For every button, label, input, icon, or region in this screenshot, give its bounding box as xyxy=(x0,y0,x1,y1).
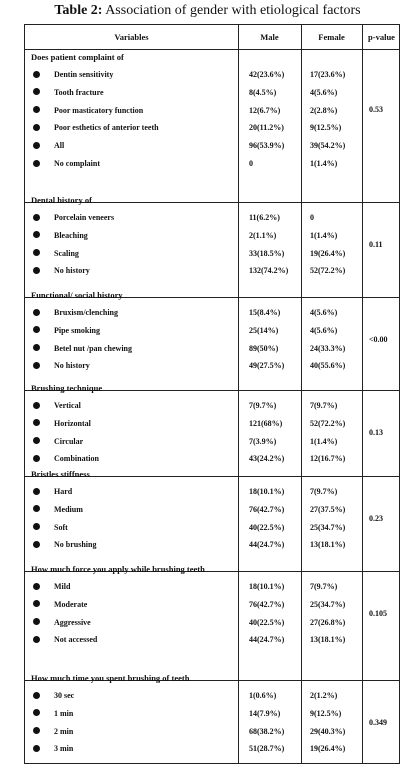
female-value: 0 xyxy=(310,213,314,222)
female-value: 9(12.5%) xyxy=(310,708,342,718)
male-value: 2(1.1%) xyxy=(249,230,277,240)
table-row xyxy=(25,361,399,378)
female-value: 13(18.1%) xyxy=(310,635,346,645)
female-value: 17(23.6%) xyxy=(310,70,346,79)
bullet-icon xyxy=(33,419,40,426)
male-value: 51(28.7%) xyxy=(249,744,285,754)
male-value: 44(24.7%) xyxy=(249,540,285,550)
table-row xyxy=(25,618,399,635)
row-variable xyxy=(33,159,100,168)
bullet-icon xyxy=(33,88,40,95)
bullet-icon xyxy=(33,231,40,238)
bullet-icon xyxy=(33,362,40,369)
row-label: Circular xyxy=(54,436,84,446)
section-title: Does patient complaint of xyxy=(31,52,124,62)
table-row xyxy=(25,344,399,361)
male-value: 18(10.1%) xyxy=(249,582,285,591)
row-label: No history xyxy=(54,361,90,371)
male-value: 121(68%) xyxy=(249,418,283,428)
bullet-icon xyxy=(33,541,40,548)
header-rule xyxy=(25,49,399,50)
row-variable xyxy=(33,454,99,463)
female-value: 7(9.7%) xyxy=(310,582,338,591)
table-row xyxy=(25,419,399,436)
female-value: 4(5.6%) xyxy=(310,87,338,97)
female-value: 7(9.7%) xyxy=(310,487,338,496)
table-row xyxy=(25,401,399,418)
row-label: Horizontal xyxy=(54,418,91,428)
row-label: Tooth fracture xyxy=(54,87,104,97)
male-value: 42(23.6%) xyxy=(249,70,285,79)
table-row xyxy=(25,123,399,140)
male-value: 0 xyxy=(249,159,253,168)
male-value: 7(9.7%) xyxy=(249,401,277,410)
p-value: 0.13 xyxy=(369,427,383,437)
table-row xyxy=(25,326,399,343)
row-label: Soft xyxy=(54,522,68,532)
female-value: 12(16.7%) xyxy=(310,454,346,464)
section-title: How much force you apply while brushing teeth xyxy=(31,564,205,574)
header-male: Male xyxy=(260,32,279,42)
row-variable xyxy=(33,600,87,609)
female-value: 52(72.2%) xyxy=(310,418,346,428)
row-variable xyxy=(33,419,91,428)
bullet-icon xyxy=(33,636,40,643)
female-value: 4(5.6%) xyxy=(310,308,338,317)
bullet-icon xyxy=(33,455,40,462)
female-value: 7(9.7%) xyxy=(310,401,338,410)
bullet-icon xyxy=(33,505,40,512)
table-row xyxy=(25,266,399,283)
row-variable xyxy=(33,106,143,115)
table-row xyxy=(25,141,399,158)
row-variable xyxy=(33,523,68,532)
table-row xyxy=(25,540,399,557)
row-variable xyxy=(33,709,73,718)
male-value: 40(22.5%) xyxy=(249,617,285,627)
row-variable xyxy=(33,487,72,496)
table-row xyxy=(25,691,399,708)
female-value: 19(26.4%) xyxy=(310,744,346,754)
bullet-icon xyxy=(33,600,40,607)
p-value: 0.105 xyxy=(369,608,387,618)
female-value: 27(26.8%) xyxy=(310,617,346,627)
bullet-icon xyxy=(33,692,40,699)
row-variable xyxy=(33,141,64,150)
row-label: 2 min xyxy=(54,726,74,736)
bullet-icon xyxy=(33,583,40,590)
bullet-icon xyxy=(33,745,40,752)
row-label: Moderate xyxy=(54,599,88,609)
row-variable xyxy=(33,361,90,370)
table-row xyxy=(25,308,399,325)
bullet-icon xyxy=(33,727,40,734)
bullet-icon xyxy=(33,214,40,221)
row-label: Medium xyxy=(54,504,83,514)
header-pvalue: p-value xyxy=(368,32,395,42)
section-title: Bristles stiffness xyxy=(31,469,90,479)
table-row xyxy=(25,88,399,105)
bullet-icon xyxy=(33,106,40,113)
male-value: 18(10.1%) xyxy=(249,487,285,496)
header-variables: Variables xyxy=(114,32,149,42)
table-row xyxy=(25,635,399,652)
header-female: Female xyxy=(318,32,345,42)
male-value: 12(6.7%) xyxy=(249,105,281,115)
female-value: 1(1.4%) xyxy=(310,230,338,240)
bullet-icon xyxy=(33,309,40,316)
female-value: 13(18.1%) xyxy=(310,540,346,550)
male-value: 43(24.2%) xyxy=(249,454,285,464)
row-variable xyxy=(33,326,100,335)
row-label: Combination xyxy=(54,454,99,464)
row-variable xyxy=(33,437,83,446)
female-value: 39(54.2%) xyxy=(310,141,346,151)
row-label: Bleaching xyxy=(54,230,88,240)
female-value: 27(37.5%) xyxy=(310,504,346,514)
table-row xyxy=(25,249,399,266)
row-label: Hard xyxy=(54,487,73,496)
table-row xyxy=(25,582,399,599)
row-variable xyxy=(33,727,73,736)
row-variable xyxy=(33,249,79,258)
row-variable xyxy=(33,635,97,644)
male-value: 40(22.5%) xyxy=(249,522,285,532)
table-row xyxy=(25,70,399,87)
row-variable xyxy=(33,582,70,591)
row-label: Porcelain veneers xyxy=(54,213,115,222)
bullet-icon xyxy=(33,160,40,167)
row-label: 30 sec xyxy=(54,691,75,700)
row-variable xyxy=(33,618,91,627)
table-row xyxy=(25,600,399,617)
table-row xyxy=(25,106,399,123)
male-value: 33(18.5%) xyxy=(249,248,285,258)
row-label: All xyxy=(54,141,65,151)
male-value: 20(11.2%) xyxy=(249,123,284,133)
row-label: Not accessed xyxy=(54,635,98,645)
female-value: 24(33.3%) xyxy=(310,343,346,353)
male-value: 1(0.6%) xyxy=(249,691,277,700)
male-value: 68(38.2%) xyxy=(249,726,285,736)
table-row xyxy=(25,744,399,761)
female-value: 19(26.4%) xyxy=(310,248,346,258)
female-value: 25(34.7%) xyxy=(310,522,346,532)
section-title: Functional/ social history xyxy=(31,290,123,300)
section-title: Brushing technique xyxy=(31,383,103,393)
row-label: Scaling xyxy=(54,248,79,258)
p-value: 0.23 xyxy=(369,513,383,523)
row-variable xyxy=(33,505,83,514)
row-label: 3 min xyxy=(54,744,74,754)
female-value: 40(55.6%) xyxy=(310,361,346,371)
table-row xyxy=(25,437,399,454)
section-title: Dental history of xyxy=(31,195,92,205)
row-variable xyxy=(33,691,74,700)
bullet-icon xyxy=(33,71,40,78)
female-value: 2(1.2%) xyxy=(310,691,338,700)
row-variable xyxy=(33,540,96,549)
row-variable xyxy=(33,213,114,222)
female-value: 1(1.4%) xyxy=(310,159,338,168)
p-value: 0.349 xyxy=(369,717,387,727)
row-label: Vertical xyxy=(54,401,81,410)
row-variable xyxy=(33,744,73,753)
row-label: Poor esthetics of anterior teeth xyxy=(54,123,159,133)
row-variable xyxy=(33,308,118,317)
row-label: Poor masticatory function xyxy=(54,105,144,115)
bullet-icon xyxy=(33,142,40,149)
male-value: 76(42.7%) xyxy=(249,504,285,514)
table-row xyxy=(25,709,399,726)
bullet-icon xyxy=(33,344,40,351)
table-row xyxy=(25,727,399,744)
bullet-icon xyxy=(33,437,40,444)
male-value: 7(3.9%) xyxy=(249,436,277,446)
bullet-icon xyxy=(33,488,40,495)
male-value: 96(53.9%) xyxy=(249,141,285,151)
male-value: 49(27.5%) xyxy=(249,361,285,371)
row-label: Aggressive xyxy=(54,617,91,627)
table-row xyxy=(25,505,399,522)
bullet-icon xyxy=(33,523,40,530)
male-value: 132(74.2%) xyxy=(249,266,289,276)
row-variable xyxy=(33,401,81,410)
male-value: 14(7.9%) xyxy=(249,708,281,718)
female-value: 1(1.4%) xyxy=(310,436,338,446)
row-variable xyxy=(33,344,132,353)
female-value: 4(5.6%) xyxy=(310,325,338,335)
bullet-icon xyxy=(33,402,40,409)
bullet-icon xyxy=(33,326,40,333)
table-row xyxy=(25,213,399,230)
bullet-icon xyxy=(33,124,40,131)
male-value: 76(42.7%) xyxy=(249,599,285,609)
bullet-icon xyxy=(33,249,40,256)
male-value: 11(6.2%) xyxy=(249,213,280,222)
male-value: 89(50%) xyxy=(249,343,279,353)
table-row xyxy=(25,523,399,540)
table-row xyxy=(25,159,399,176)
row-label: No history xyxy=(54,266,90,276)
row-label: Mild xyxy=(54,582,71,591)
male-value: 25(14%) xyxy=(249,325,279,335)
row-variable xyxy=(33,266,90,275)
table-row xyxy=(25,231,399,248)
row-variable xyxy=(33,231,88,240)
female-value: 29(40.3%) xyxy=(310,726,346,736)
section-title: How much time you spent brushing of teeth xyxy=(31,673,190,683)
row-label: Betel nut /pan chewing xyxy=(54,343,133,353)
caption-label: Table 2: xyxy=(54,3,103,18)
etiology-table xyxy=(24,24,400,764)
row-label: Pipe smoking xyxy=(54,325,101,335)
caption-text: Association of gender with etiological factors xyxy=(102,3,361,18)
row-label: No complaint xyxy=(54,159,100,168)
bullet-icon xyxy=(33,267,40,274)
p-value: 0.53 xyxy=(369,104,383,114)
female-value: 2(2.8%) xyxy=(310,105,338,115)
female-value: 9(12.5%) xyxy=(310,123,342,133)
table-caption xyxy=(0,3,415,19)
p-value: <0.00 xyxy=(369,334,388,344)
row-variable xyxy=(33,70,113,79)
row-label: 1 min xyxy=(54,708,74,718)
male-value: 15(8.4%) xyxy=(249,308,281,317)
p-value: 0.11 xyxy=(369,239,383,249)
male-value: 8(4.5%) xyxy=(249,87,277,97)
bullet-icon xyxy=(33,618,40,625)
male-value: 44(24.7%) xyxy=(249,635,285,645)
row-label: Bruxism/clenching xyxy=(54,308,119,317)
row-label: No brushing xyxy=(54,540,97,550)
row-label: Dentin sensitivity xyxy=(54,70,114,79)
female-value: 25(34.7%) xyxy=(310,599,346,609)
bullet-icon xyxy=(33,709,40,716)
female-value: 52(72.2%) xyxy=(310,266,346,276)
row-variable xyxy=(33,88,104,97)
table-row xyxy=(25,487,399,504)
row-variable xyxy=(33,123,159,132)
